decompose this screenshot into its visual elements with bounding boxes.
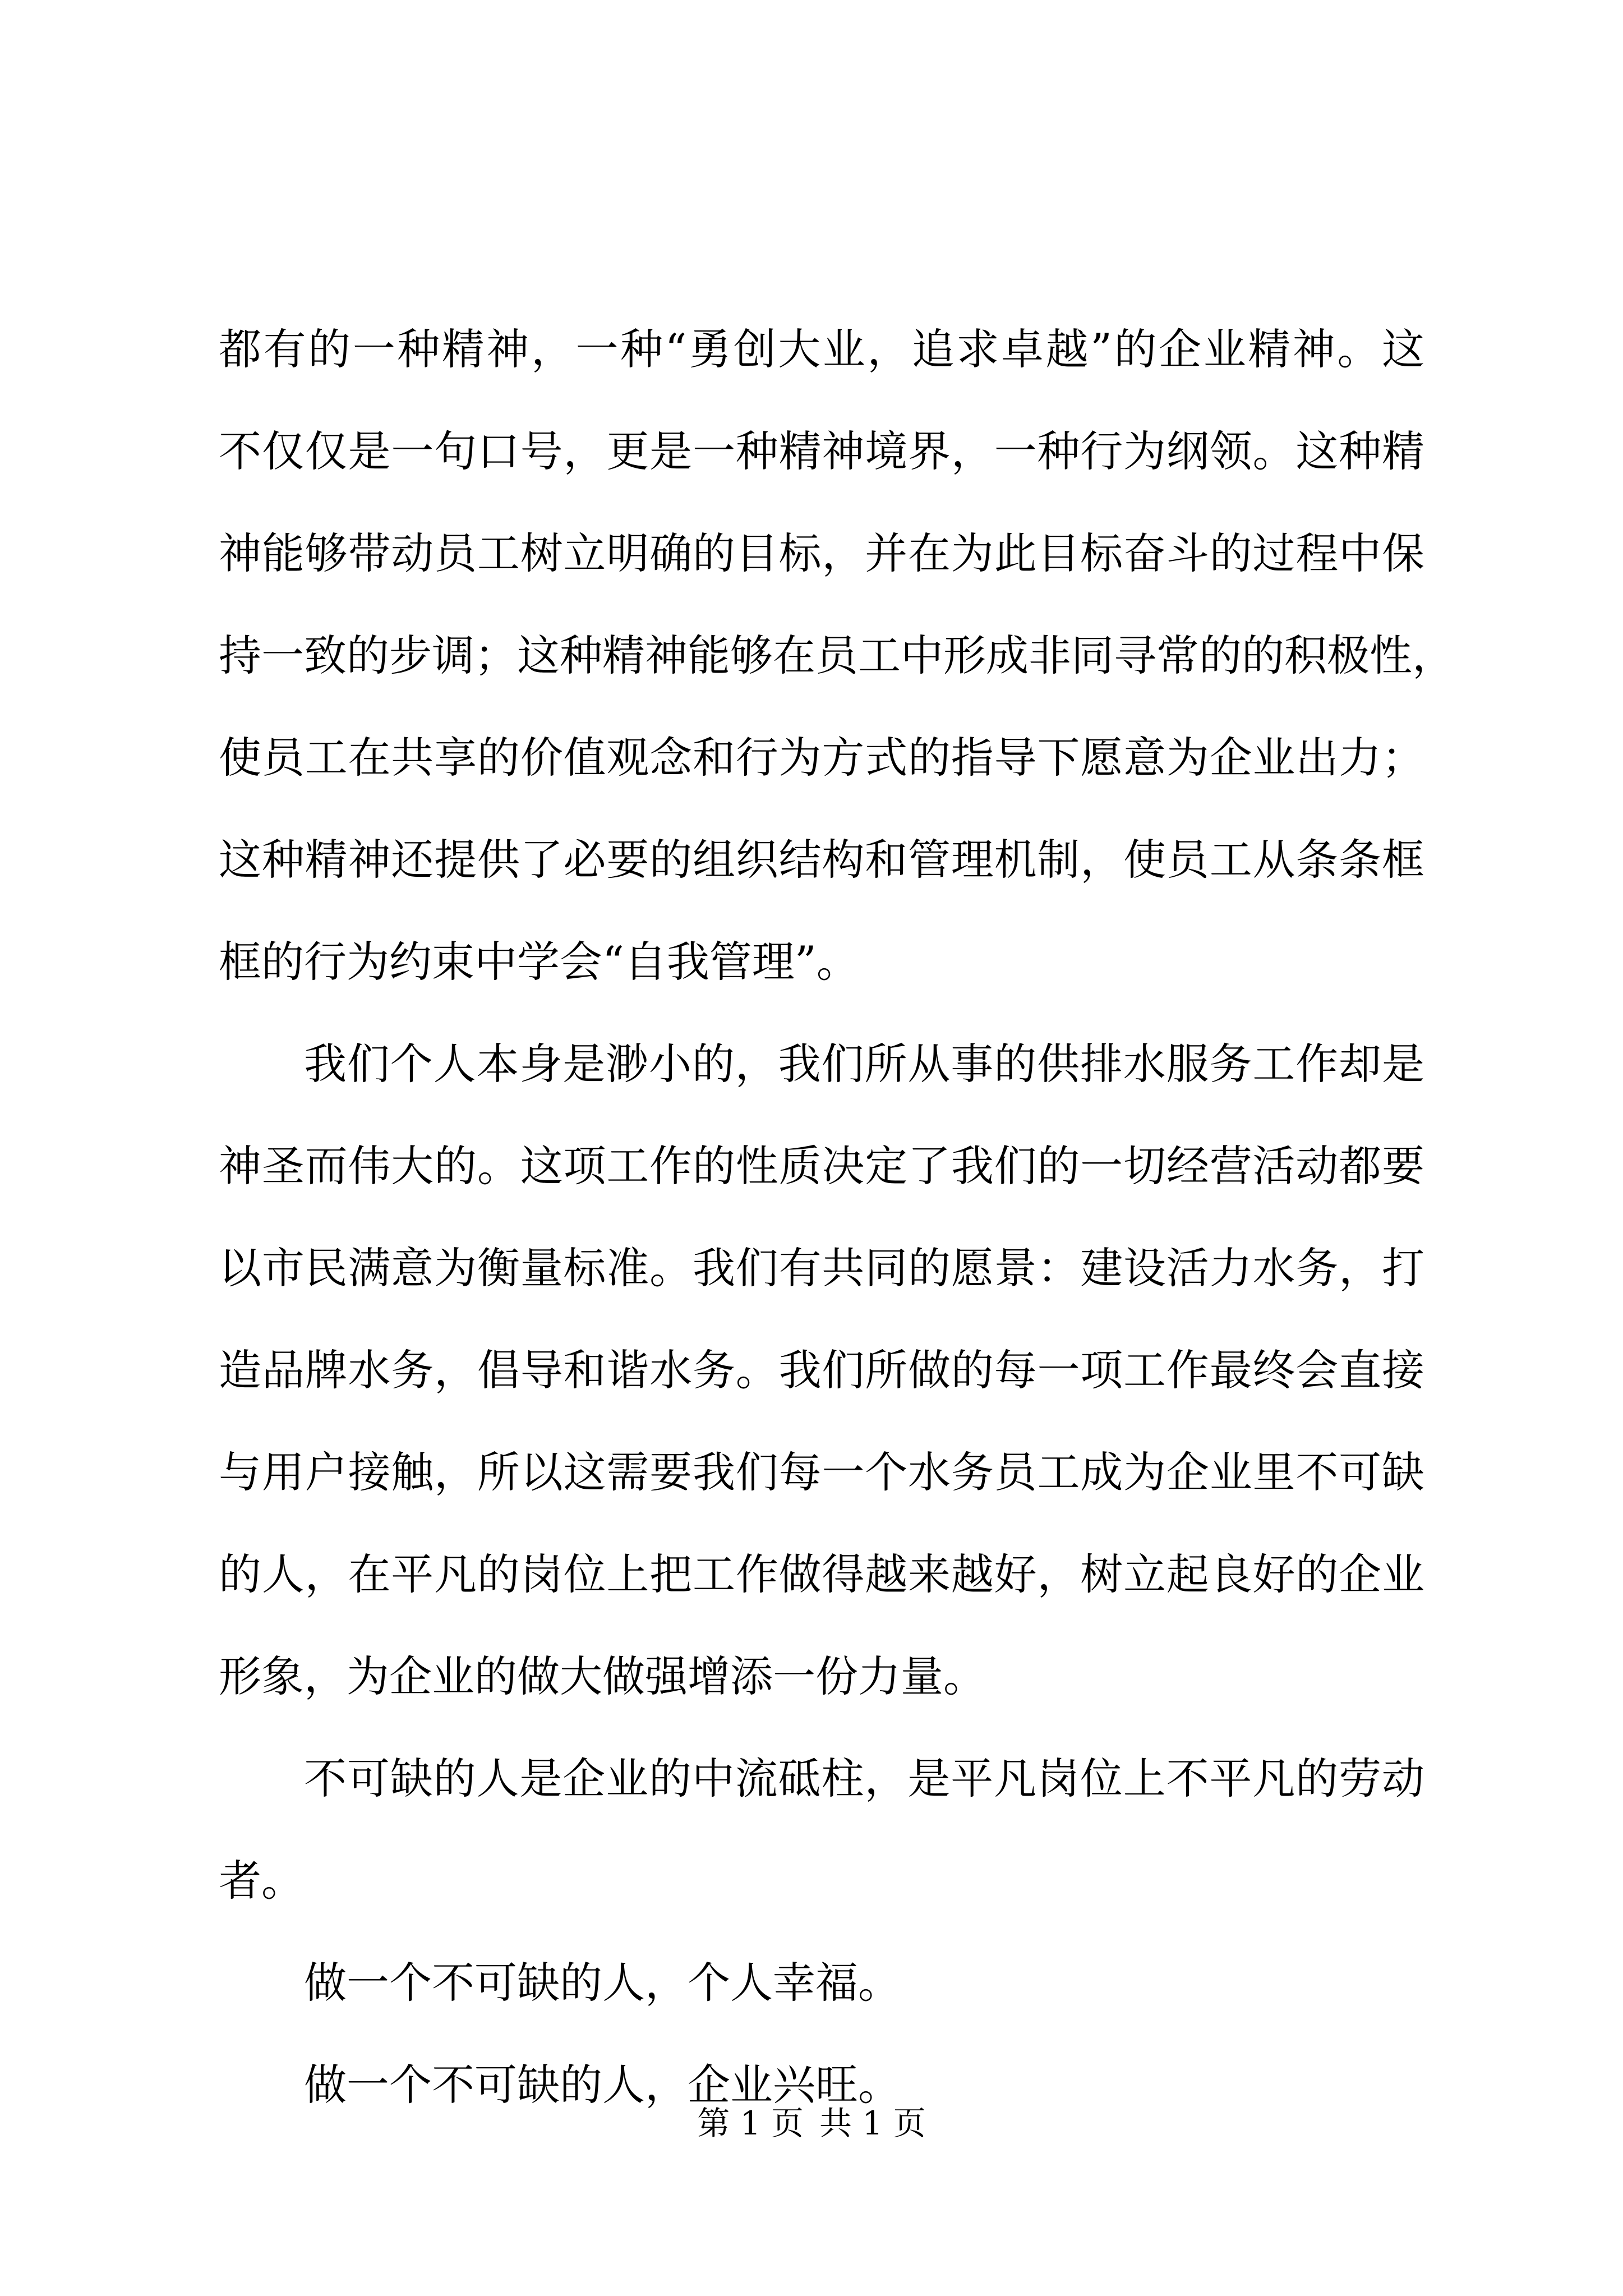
text-line: 造品牌水务，倡导和谐水务。我们所做的每一项工作最终会直接 (219, 1345, 1424, 1395)
text-line: 不仅仅是一句口号，更是一种精神境界，一种行为纲领。这种精 (219, 426, 1424, 476)
text-line: 使员工在共享的价值观念和行为方式的指导下愿意为企业出力； (219, 733, 1424, 783)
text-line: 以市民满意为衡量标准。我们有共同的愿景：建设活力水务，打 (219, 1243, 1424, 1293)
text-line: 这种精神还提供了必要的组织结构和管理机制，使员工从条条框 (219, 835, 1424, 885)
text-line: 持一致的步调；这种精神能够在员工中形成非同寻常的的积极性， (219, 631, 1455, 680)
page-number: 第 1 页 (697, 2104, 804, 2142)
text-line: 神能够带动员工树立明确的目标，并在为此目标奋斗的过程中保 (219, 528, 1424, 578)
text-line: 与用户接触，所以这需要我们每一个水务员工成为企业里不可缺 (219, 1447, 1424, 1497)
text-line: 做一个不可缺的人，个人幸福。 (304, 1958, 901, 2008)
text-line: 不可缺的人是企业的中流砥柱，是平凡岗位上不平凡的劳动 (304, 1754, 1424, 1803)
body-text (219, 298, 1455, 2136)
text-line: 神圣而伟大的。这项工作的性质决定了我们的一切经营活动都要 (219, 1141, 1424, 1191)
text-line: 形象，为企业的做大做强增添一份力量。 (219, 1651, 986, 1701)
text-line: 框的行为约束中学会“自我管理”。 (219, 937, 859, 987)
text-line: 我们个人本身是渺小的，我们所从事的供排水服务工作却是 (304, 1039, 1424, 1089)
page-total: 共 1 页 (819, 2104, 926, 2142)
page-footer (0, 2101, 1623, 2146)
text-line: 都有的一种精神，一种“勇创大业，追求卓越”的企业精神。这 (219, 324, 1424, 374)
text-line: 做一个不可缺的人，企业兴旺。 (304, 2060, 901, 2110)
text-line: 者。 (219, 1856, 304, 1906)
text-line: 的人，在平凡的岗位上把工作做得越来越好，树立起良好的企业 (219, 1549, 1424, 1599)
